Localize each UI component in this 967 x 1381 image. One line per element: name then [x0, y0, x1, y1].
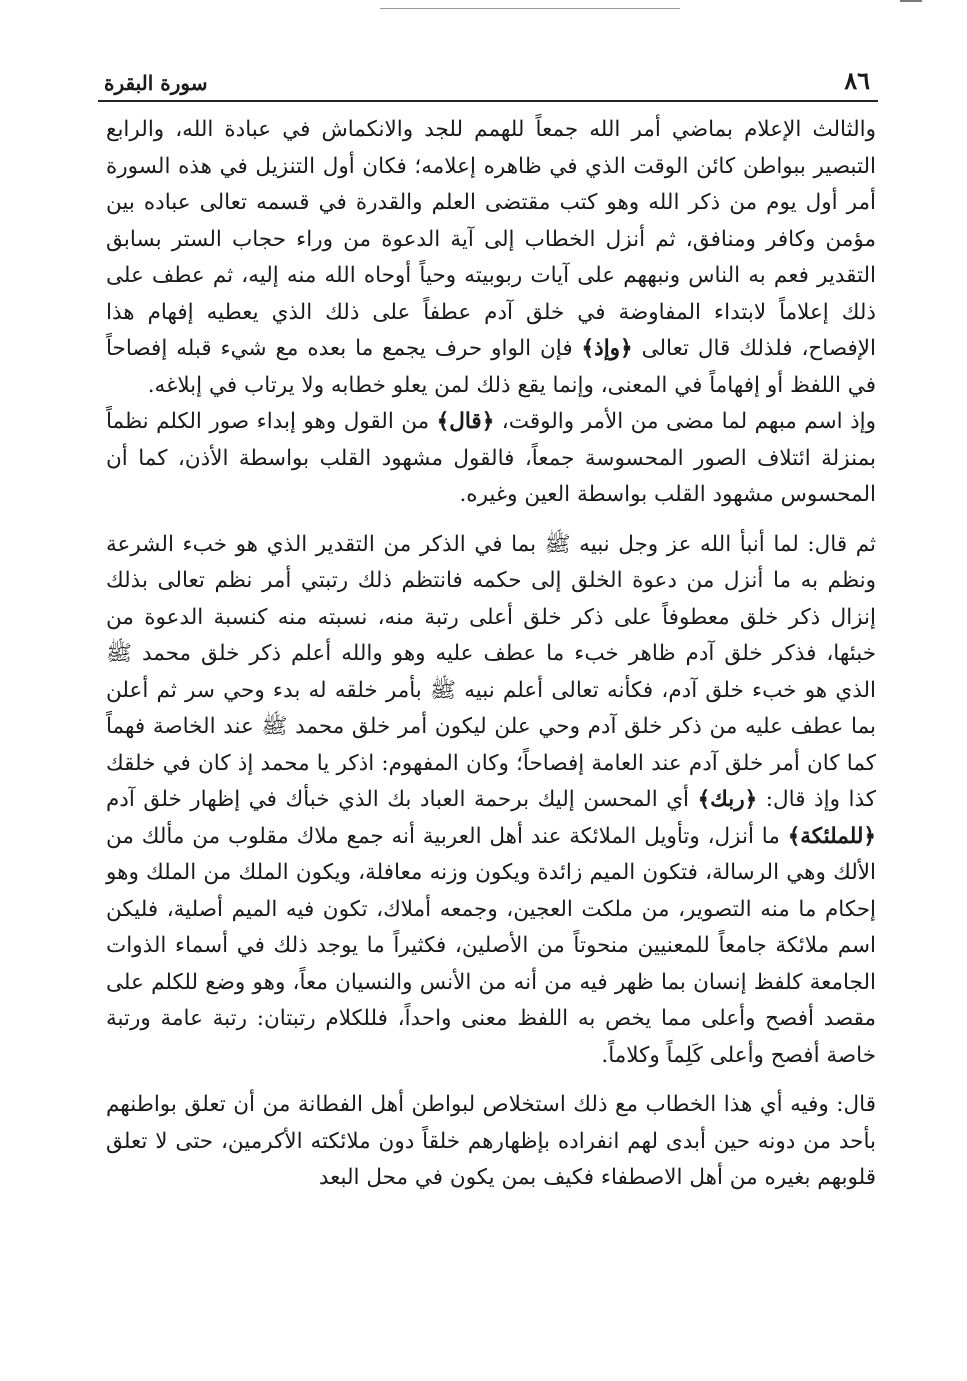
paragraph-3-text-3: ما أنزل، وتأويل الملائكة عند أهل العربية أنه جمع ملاك مقلوب من مألك من الألك وهي الرسالة، فتكون الميم زائدة ويكون وزنه معافلة، ويكون الملك من الملك وهو إحكام ما منه التصوير، من ملكت العجين، وجمعه أملاك، تكون فيه الميم أصلية، فليكن اسم ملائكة جامعاً للمعنيين منحوتاً من الأصلين، فكثيراً ما يوجد ذلك في أسماء الذوات الجامعة كلفظ إنسان بما ظهر فيه من أنه من الأنس والنسيان معاً، وهو وضع للكلم على مقصد أفصح وأعلى مما يخص به اللفظ معنى واحداً، فللكلام رتبتان: رتبة عامة ورتبة خاصة أفصح وأعلى كَلِماً وكلاماً. [106, 823, 876, 1068]
paragraph-1-text-2: فإن الواو حرف يجمع ما بعده مع شيء قبله إفصاحاً في اللفظ أو إفهاماً في المعنى، وإنما يقع ذلك لمن يعلو خطابه ولا يرتاب في إبلاغه. [106, 336, 876, 398]
quran-quote-wa-idh: ﴿وإذ﴾ [581, 336, 633, 361]
paragraph-3-text-2: أي المحسن إليك برحمة العباد بك الذي خبأك في إظهار خلق آدم [106, 787, 698, 812]
top-rule [380, 8, 680, 9]
paragraph-1-text-1: والثالث الإعلام بماضي أمر الله جمعاً للهمم للجد والانكماش في عبادة الله، والرابع التبصير ببواطن كائن الوقت الذي في ظاهره إعلامه؛ فكان أول التنزيل في هذه السورة أمر أول يوم من ذكر الله وهو كتب مقتضى العلم والقدرة في قسمه تعالى عباده بين مؤمن وكافر ومنافق، ثم أنزل الخطاب إلى آية الدعوة من وراء حجاب الستر بسابق التقدير فعم به الناس ونبههم على آيات ربوبيته وحياً أوحاه الله منه إليه، ثم عطف على ذلك إعلاماً لابتداء المفاوضة في خلق آدم عطفاً على ذلك الذي يعطيه إفهام هذا الإفصاح، فلذلك قال تعالى [106, 117, 877, 361]
paragraph-2-text-2: من القول وهو إبداء صور الكلم نظماً بمنزلة ائتلاف الصور المحسوسة جمعاً، فالقول مشهود القلب بواسطة الأذن، كما أن المحسوس مشهود القلب بواسطة العين وغيره. [106, 409, 876, 507]
paragraph-4 [106, 1087, 876, 1197]
quran-quote-rabbuka: ﴿ربك﴾ [697, 787, 758, 812]
top-edge-mark [900, 0, 922, 2]
paragraph-2 [106, 404, 876, 514]
paragraph-1 [106, 112, 876, 404]
page-number: ٨٦ [844, 66, 870, 95]
paragraph-2-text-1: وإذ اسم مبهم لما مضى من الأمر والوقت، [494, 409, 876, 434]
paragraph-3 [106, 527, 876, 1075]
paragraph-3-text-1: ثم قال: لما أنبأ الله عز وجل نبيه ﷺ بما في الذكر من التقدير الذي هو خبء الشرعة ونظم به ما أنزل من دعوة الخلق إلى حكمه فانتظم ذلك رتبتي أمر نظم تعالى بذلك إنزال ذكر خلق معطوفاً على ذكر خلق أعلى رتبة منه، نسبته منه كنسبة الدعوة من خبئها، فذكر خلق آدم ظاهر خبء ما عطف عليه وهو والله أعلم ذكر خلق محمد ﷺ الذي هو خبء خلق آدم، فكأنه تعالى أعلم نبيه ﷺ بأمر خلقه له بدء وحي سر ثم أعلن بما عطف عليه من ذكر خلق آدم وحي علن ليكون أمر خلق محمد ﷺ عند الخاصة فهماً كما كان أمر خلق آدم عند العامة إفصاحاً؛ وكان المفهوم: اذكر يا محمد إذ كان في خلقك كذا وإذ قال: [106, 531, 876, 812]
text-body [106, 112, 876, 1197]
surah-title: سورة البقرة [104, 71, 208, 95]
quran-quote-lil-malaika: ﴿للملئكة﴾ [787, 823, 876, 849]
paragraph-4-text-1: قال: وفيه أي هذا الخطاب مع ذلك استخلاص لبواطن أهل الفطانة من أن تعلق بواطنهم بأحد من دونه حين أبدى لهم انفراده بإظهارهم خلقاً دون ملائكته الأكرمين، حتى لا تعلق قلوبهم بغيره من أهل الاصطفاء فكيف بمن يكون في محل البعد [106, 1092, 876, 1190]
quran-quote-qala: ﴿قال﴾ [436, 409, 495, 434]
running-head [98, 66, 878, 102]
